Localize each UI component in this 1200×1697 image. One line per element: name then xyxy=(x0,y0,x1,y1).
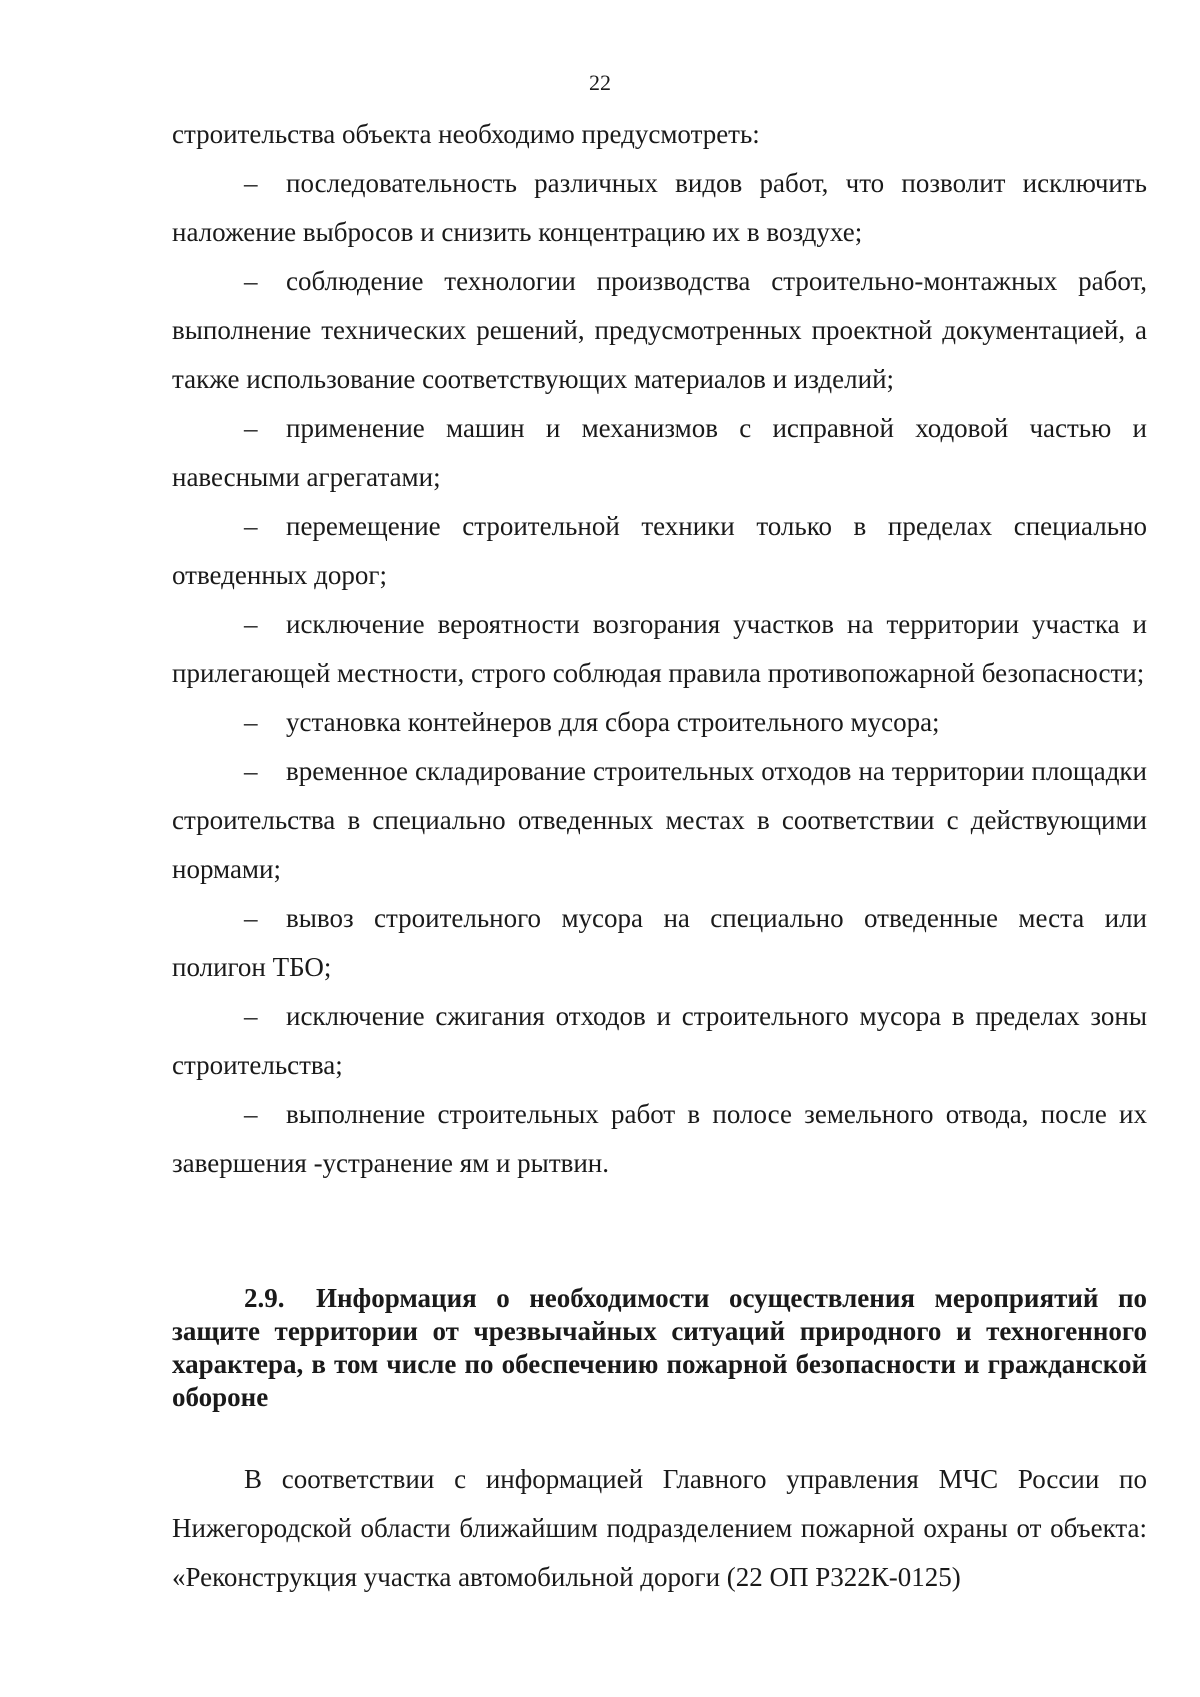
list-item xyxy=(172,747,1147,894)
page-number: 22 xyxy=(589,70,611,95)
list-item xyxy=(172,1090,1147,1188)
dash-bullet: – xyxy=(244,1001,258,1031)
section-number: 2.9. xyxy=(244,1283,285,1313)
dash-bullet: – xyxy=(244,707,258,737)
dash-bullet: – xyxy=(244,168,258,198)
dash-bullet: – xyxy=(244,511,258,541)
dash-bullet: – xyxy=(244,756,258,786)
list-item xyxy=(172,159,1147,257)
list-item xyxy=(172,257,1147,404)
section-paragraph: В соответствии с информацией Главного управления МЧС России по Нижегородской области ближайшим подразделением пожарной охраны от объекта: «Реконструкция участка автомобильной дороги (22 ОП Р322К-0125) xyxy=(172,1464,1147,1592)
list-item-text: исключение сжигания отходов и строительного мусора в пределах зоны строительства; xyxy=(172,1001,1147,1080)
intro-text: строительства объекта необходимо предусмотреть: xyxy=(172,119,760,149)
dash-bullet: – xyxy=(244,609,258,639)
list-item-text: последовательность различных видов работ, что позволит исключить наложение выбросов и снизить концентрацию их в воздухе; xyxy=(172,168,1147,247)
list-item xyxy=(172,698,1147,747)
list-item-text: вывоз строительного мусора на специально отведенные места или полигон ТБО; xyxy=(172,903,1147,982)
list-item-text: установка контейнеров для сбора строительного мусора; xyxy=(286,707,940,737)
list-item-text: выполнение строительных работ в полосе земельного отвода, после их завершения -устранение ям и рытвин. xyxy=(172,1099,1147,1178)
list-item-text: соблюдение технологии производства строительно-монтажных работ, выполнение технических решений, предусмотренных проектной документацией, а также использование соответствующих материалов и изделий; xyxy=(172,266,1147,394)
list-item-text: временное складирование строительных отходов на территории площадки строительства в специально отведенных местах в соответствии с действующими нормами; xyxy=(172,756,1147,884)
measures-list-block xyxy=(172,110,1147,1188)
list-item-text: исключение вероятности возгорания участков на территории участка и прилегающей местности, строго соблюдая правила противопожарной безопасности; xyxy=(172,609,1147,688)
list-item xyxy=(172,404,1147,502)
dash-bullet: – xyxy=(244,903,258,933)
list-item xyxy=(172,992,1147,1090)
dash-bullet: – xyxy=(244,1099,258,1129)
dash-bullet: – xyxy=(244,266,258,296)
list-item xyxy=(172,502,1147,600)
list-item xyxy=(172,600,1147,698)
section-heading xyxy=(172,1282,1147,1414)
list-item xyxy=(172,894,1147,992)
list-item-text: перемещение строительной техники только в пределах специально отведенных дорог; xyxy=(172,511,1147,590)
list-item-text: применение машин и механизмов с исправной ходовой частью и навесными агрегатами; xyxy=(172,413,1147,492)
section-title: Информация о необходимости осуществления мероприятий по защите территории от чрезвычайных ситуаций природного и техногенного характера, в том числе по обеспечению пожарной безопасности и гражданской обороне xyxy=(172,1283,1147,1412)
dash-bullet: – xyxy=(244,413,258,443)
